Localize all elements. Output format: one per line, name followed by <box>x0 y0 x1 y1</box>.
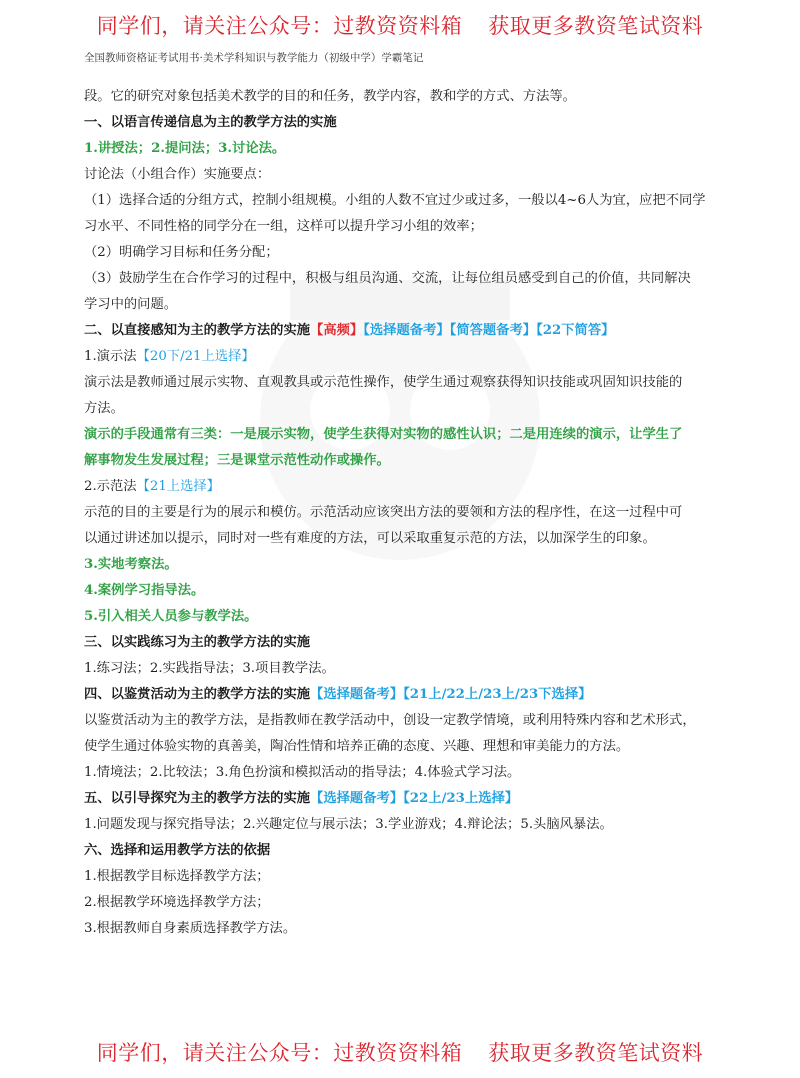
paragraph-line: 1.根据教学目标选择教学方法； <box>84 869 270 884</box>
tag-short-answer-prep: 【简答题备考】 <box>449 323 537 338</box>
section-heading-5-row <box>84 786 724 812</box>
tag-exam-year: 【21上/22上/23上/23下选择】 <box>403 687 592 702</box>
section-heading-4: 四、以鉴赏活动为主的教学方法的实施 <box>84 687 311 702</box>
tag-high-frequency: 【高频】 <box>310 323 364 338</box>
subheading-row <box>84 344 724 370</box>
paragraph-line: 示范的目的主要是行为的展示和模仿。示范活动应该突出方法的要领和方法的程序性，在这一过程中可 <box>84 505 683 520</box>
section-heading-2-row <box>84 318 724 344</box>
highlight-line: 5.引入相关人员参与教学法。 <box>84 609 258 624</box>
paragraph-line: 1.练习法；2.实践指导法；3.项目教学法。 <box>84 661 335 676</box>
paragraph-line: 以鉴赏活动为主的教学方法，是指教师在教学活动中，创设一定教学情境，或利用特殊内容和艺术形式， <box>84 713 696 728</box>
subheading: 1.演示法 <box>84 349 137 364</box>
highlight-line: 解事物发生发展过程；三是课堂示范性动作或操作。 <box>84 453 390 468</box>
banner-right-text: 获取更多教资笔试资料 <box>488 14 704 38</box>
promo-banner-top <box>0 10 800 40</box>
highlight-line: 演示的手段通常有三类：一是展示实物，使学生获得对实物的感性认识；二是用连续的演示，让学生了 <box>84 427 683 442</box>
section-heading-2: 二、以直接感知为主的教学方法的实施 <box>84 323 311 338</box>
paragraph-line: 学习中的问题。 <box>84 297 178 312</box>
section-heading-1: 一、以语言传递信息为主的教学方法的实施 <box>84 115 337 130</box>
paragraph-line: 1.问题发现与探究指导法；2.兴趣定位与展示法；3.学业游戏；4.辩论法；5.头脑风暴法。 <box>84 817 613 832</box>
tag-exam-year: 【22上/23上选择】 <box>403 791 519 806</box>
highlight-line: 1.讲授法；2.提问法；3.讨论法。 <box>84 141 286 156</box>
page-body <box>84 84 724 942</box>
banner-left-text: 同学们，请关注公众号：过教资资料箱 <box>96 1041 463 1065</box>
tag-choice-prep: 【选择题备考】 <box>310 791 404 806</box>
section-heading-6: 六、选择和运用教学方法的依据 <box>84 843 271 858</box>
highlight-line: 4.案例学习指导法。 <box>84 583 205 598</box>
section-heading-3: 三、以实践练习为主的教学方法的实施 <box>84 635 311 650</box>
section-heading-5: 五、以引导探究为主的教学方法的实施 <box>84 791 311 806</box>
subheading-row <box>84 474 724 500</box>
running-header: 全国教师资格证考试用书·美术学科知识与教学能力（初级中学）学霸笔记 <box>84 52 424 64</box>
paragraph-line: （3）鼓励学生在合作学习的过程中，积极与组员沟通、交流，让每位组员感受到自己的价值，共同解决 <box>84 271 691 286</box>
paragraph-line: 讨论法（小组合作）实施要点： <box>84 167 271 182</box>
paragraph-line: （2）明确学习目标和任务分配； <box>84 245 279 260</box>
subheading: 2.示范法 <box>84 479 137 494</box>
banner-right-text: 获取更多教资笔试资料 <box>488 1041 704 1065</box>
paragraph-line: 使学生通过体验实物的真善美，陶冶性情和培养正确的态度、兴趣、理想和审美能力的方法。 <box>84 739 630 754</box>
paragraph-line: 以通过讲述加以提示，同时对一些有难度的方法，可以采取重复示范的方法，以加深学生的印象。 <box>84 531 656 546</box>
highlight-line: 3.实地考察法。 <box>84 557 178 572</box>
tag-exam-year: 【21上选择】 <box>136 479 220 494</box>
banner-left-text: 同学们，请关注公众号：过教资资料箱 <box>96 14 463 38</box>
paragraph-line: 习水平、不同性格的同学分在一组，这样可以提升学习小组的效率； <box>84 219 483 234</box>
tag-exam-year: 【22下简答】 <box>536 323 615 338</box>
paragraph-line: （1）选择合适的分组方式，控制小组规模。小组的人数不宜过少或过多，一般以4~6人为宜，应把不同学 <box>84 193 706 208</box>
paragraph-line: 演示法是教师通过展示实物、直观教具或示范性操作，使学生通过观察获得知识技能或巩固知识技能的 <box>84 375 683 390</box>
tag-exam-year: 【20下/21上选择】 <box>136 349 255 364</box>
paragraph-line: 2.根据教学环境选择教学方法； <box>84 895 270 910</box>
section-heading-4-row <box>84 682 724 708</box>
tag-choice-prep: 【选择题备考】 <box>310 687 404 702</box>
paragraph-line: 段。它的研究对象包括美术教学的目的和任务，教学内容，教和学的方式、方法等。 <box>84 89 576 104</box>
promo-banner-bottom <box>0 1037 800 1067</box>
paragraph-line: 1.情境法；2.比较法；3.角色扮演和模拟活动的指导法；4.体验式学习法。 <box>84 765 521 780</box>
paragraph-line: 3.根据教师自身素质选择教学方法。 <box>84 921 297 936</box>
paragraph-line: 方法。 <box>84 401 124 416</box>
tag-choice-prep: 【选择题备考】 <box>363 323 450 338</box>
